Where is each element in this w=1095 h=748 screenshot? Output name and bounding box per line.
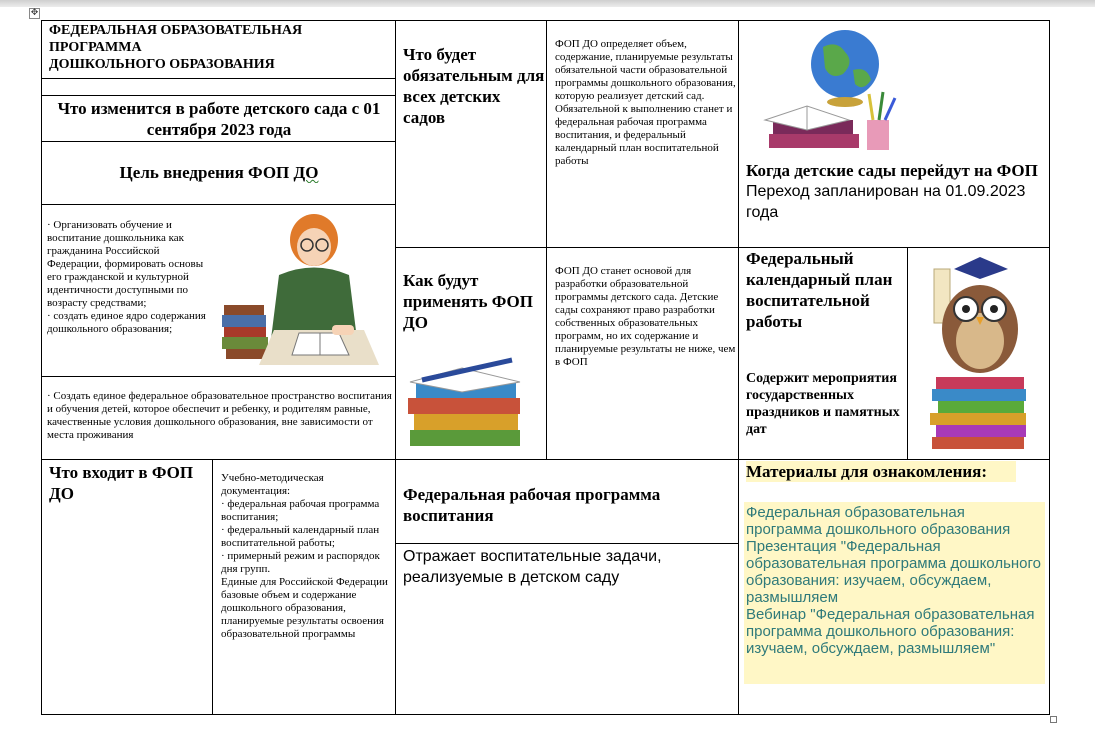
work-program-heading: Федеральная рабочая программа воспитания — [403, 485, 661, 525]
owl-illustration — [910, 249, 1048, 457]
space-bullet: · Создать единое федеральное образовательное пространство воспитания и обучения детей, которое обеспечит и ребенку, и родителям равные, качественные условия дошкольного образования, вне зависимости от места проживания — [47, 390, 392, 441]
program-title-line: ФЕДЕРАЛЬНАЯ ОБРАЗОВАТЕЛЬНАЯ — [49, 23, 303, 38]
divider — [395, 247, 1050, 248]
divider — [395, 543, 738, 544]
goal-heading: Цель внедрения ФОП ДО — [119, 163, 319, 182]
divider — [212, 459, 213, 715]
materials-heading: Материалы для ознакомления: — [746, 461, 1016, 482]
transition-block — [746, 160, 1048, 223]
program-title — [49, 22, 393, 73]
books-globe-illustration — [745, 22, 905, 162]
materials-link[interactable]: Федеральная образовательная программа дошкольного образования — [746, 504, 1011, 538]
divider — [738, 20, 739, 715]
table-move-handle-icon[interactable]: ✥ — [30, 8, 39, 18]
goal-bullet: · создать единое ядро содержания дошкольного образования; — [47, 310, 206, 335]
books-illustration — [400, 352, 542, 456]
apply-heading: Как будут применять ФОП ДО — [403, 271, 534, 332]
divider — [41, 376, 395, 377]
calendar-heading: Федеральный календарный план воспитательной работы — [746, 249, 893, 331]
apply-text: ФОП ДО станет основой для разработки образовательной программы детского сада. Детские сады сохраняют право разработки собственных образовательных программ, но их содержание и планируемые результаты не ниже, чем в ФОП — [555, 265, 736, 368]
materials-link[interactable]: Презентация "Федеральная образовательная программа дошкольного образования: изучаем, обсуждаем, размышляем — [746, 538, 1041, 606]
divider — [41, 78, 395, 79]
divider — [546, 20, 547, 459]
includes-line: Учебно-методическая документация: — [221, 472, 324, 497]
includes-line: Единые для Российской Федерации базовые объем и содержание дошкольного образования, планируемые результаты освоения образовательной программы — [221, 576, 388, 640]
work-program-text: Отражает воспитательные задачи, реализуемые в детском саду — [403, 548, 662, 586]
includes-heading: Что входит в ФОП ДО — [49, 463, 194, 503]
materials-box — [744, 502, 1045, 684]
materials-link[interactable]: Вебинар "Федеральная образовательная программа дошкольного образования: изучаем, обсуждаем, размышляем" — [746, 606, 1035, 657]
goal-bullet: · Организовать обучение и воспитание дошкольника как гражданина Российской Федерации, формировать основы его гражданской и культурной идентичности доступными по возрасту средствами; — [47, 219, 204, 309]
calendar-text: Содержит мероприятия государственных праздников и памятных дат — [746, 371, 900, 437]
transition-text: Переход запланирован на 01.09.2023 года — [746, 183, 1026, 221]
divider — [41, 459, 1050, 460]
includes-line: · примерный режим и распорядок дня групп. — [221, 550, 380, 575]
mandatory-heading: Что будет обязательным для всех детских садов — [403, 45, 545, 127]
divider — [395, 20, 396, 715]
mandatory-text: ФОП ДО определяет объем, содержание, планируемые результаты обязательной части образовательной программы дошкольного образования, которую реализует детский сад. Обязательной к выполнению станет и федеральная рабочая программа воспитания, и федеральный календарный план воспитательной работы — [555, 38, 736, 167]
includes-list — [221, 472, 391, 641]
changes-heading: Что изменится в работе детского сада с 01 сентября 2023 года — [57, 99, 381, 139]
goal-bullets — [47, 219, 207, 336]
divider — [907, 247, 908, 459]
program-title-line: ПРОГРАММА — [49, 40, 142, 55]
ruler-bar — [0, 0, 1095, 7]
program-title-line: ДОШКОЛЬНОГО ОБРАЗОВАНИЯ — [49, 57, 275, 72]
table-resize-handle[interactable] — [1050, 716, 1057, 723]
teacher-illustration — [214, 205, 394, 375]
includes-line: · федеральный календарный план воспитательной работы; — [221, 524, 380, 549]
divider — [41, 141, 395, 142]
divider — [41, 95, 395, 96]
includes-line: · федеральная рабочая программа воспитания; — [221, 498, 380, 523]
transition-heading: Когда детские сады перейдут на ФОП — [746, 161, 1038, 180]
